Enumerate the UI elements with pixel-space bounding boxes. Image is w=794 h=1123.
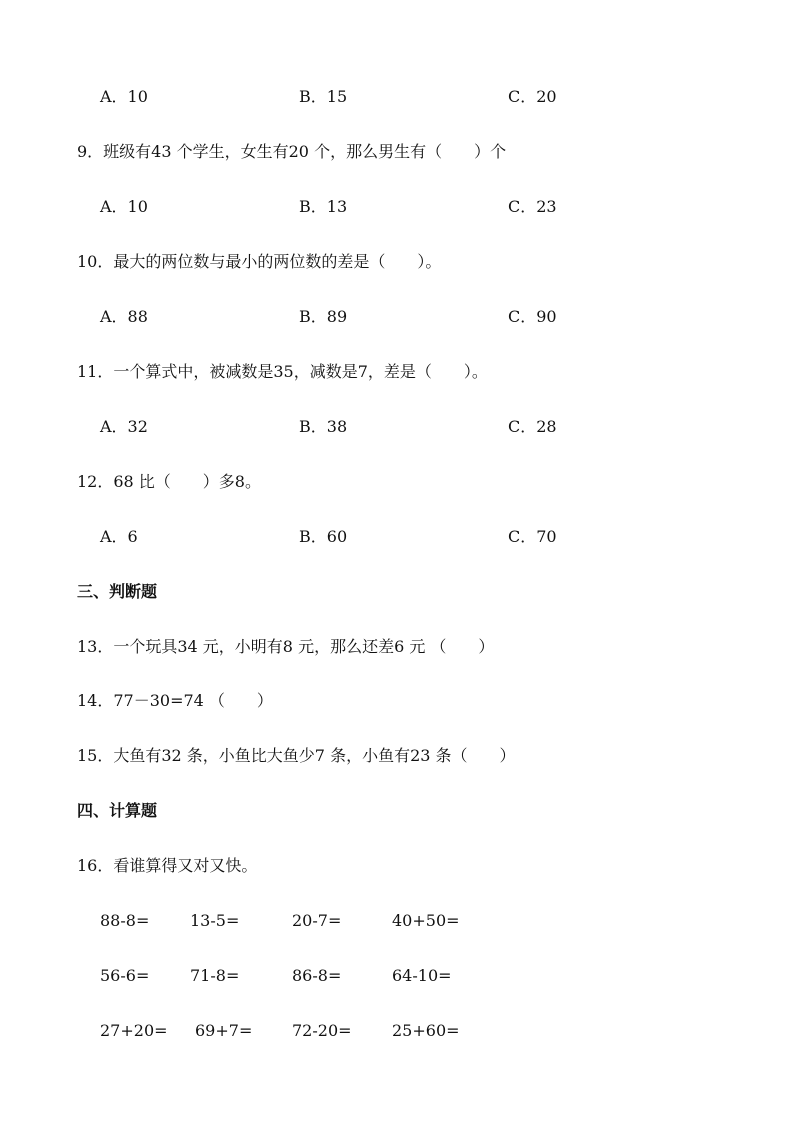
calc-item: 71-8=	[190, 966, 240, 985]
q12-text: 12．68 比（ ）多8。	[77, 472, 261, 491]
q11-option-a: A．32	[100, 417, 148, 436]
calc-item: 27+20=	[100, 1021, 168, 1040]
q11-option-b: B．38	[299, 417, 348, 436]
q14-text: 14．77－30=74 （ ）	[77, 691, 273, 710]
q12-option-c: C．70	[508, 527, 557, 546]
q13-text: 13．一个玩具34 元，小明有8 元，那么还差6 元 （ ）	[77, 637, 495, 656]
calc-item: 40+50=	[392, 911, 460, 930]
q9-text: 9．班级有43 个学生，女生有20 个，那么男生有（ ）个	[77, 142, 507, 161]
section-heading-true-false: 三、判断题	[77, 582, 158, 601]
q15-text: 15．大鱼有32 条，小鱼比大鱼少7 条，小鱼有23 条（ ）	[77, 746, 516, 765]
calc-item: 56-6=	[100, 966, 150, 985]
calc-item: 20-7=	[292, 911, 342, 930]
section-heading-calculation: 四、计算题	[77, 801, 158, 820]
q10-text: 10．最大的两位数与最小的两位数的差是（ ）。	[77, 252, 442, 271]
q9-option-c: C．23	[508, 197, 557, 216]
q9-option-a: A．10	[100, 197, 148, 216]
q11-option-c: C．28	[508, 417, 557, 436]
q8-option-b: B．15	[299, 87, 348, 106]
calc-item: 13-5=	[190, 911, 240, 930]
q8-option-c: C．20	[508, 87, 557, 106]
calc-item: 88-8=	[100, 911, 150, 930]
calc-item: 72-20=	[292, 1021, 352, 1040]
q10-option-a: A．88	[100, 307, 148, 326]
q10-option-c: C．90	[508, 307, 557, 326]
calc-item: 25+60=	[392, 1021, 460, 1040]
q12-option-a: A．6	[100, 527, 138, 546]
calc-item: 86-8=	[292, 966, 342, 985]
q16-text: 16．看谁算得又对又快。	[77, 856, 258, 875]
q10-option-b: B．89	[299, 307, 348, 326]
q9-option-b: B．13	[299, 197, 348, 216]
q8-option-a: A．10	[100, 87, 148, 106]
q12-option-b: B．60	[299, 527, 348, 546]
calc-item: 64-10=	[392, 966, 452, 985]
calc-item: 69+7=	[195, 1021, 253, 1040]
q11-text: 11．一个算式中，被减数是35，减数是7，差是（ ）。	[77, 362, 488, 381]
